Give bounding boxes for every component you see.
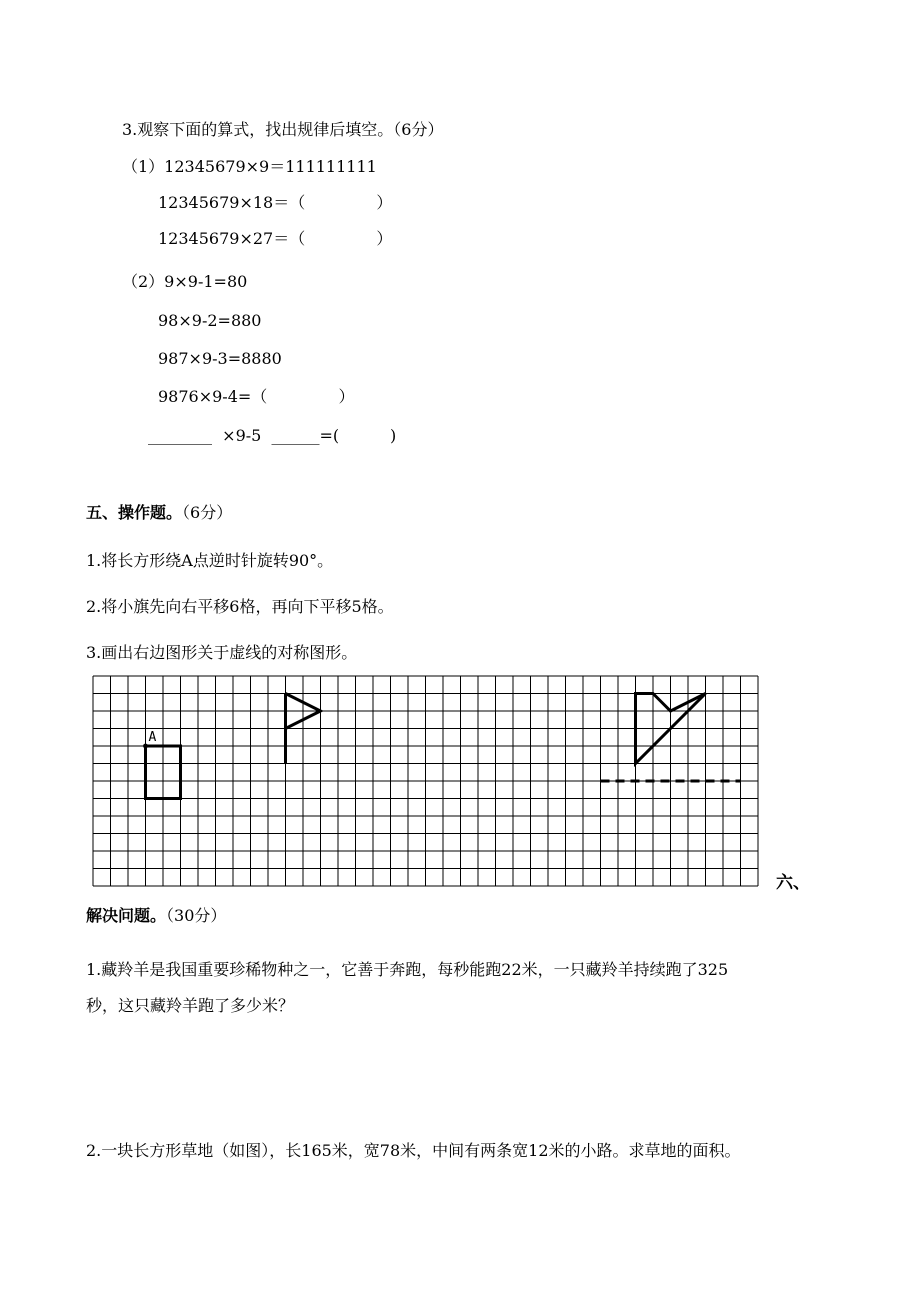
- section5-heading-row: [86, 503, 232, 523]
- q3-part1-line2: 12345679×18＝（ ）: [158, 193, 393, 212]
- point-a-label: A: [148, 730, 157, 745]
- section5-item-1: 1.将长方形绕A点逆时针旋转90°。: [86, 551, 334, 570]
- section5-heading: 五、操作题。: [86, 503, 183, 522]
- q3-part2-line5: ________ ×9-5 ______=( ): [148, 426, 397, 445]
- grid-lines: [93, 676, 758, 886]
- section6-heading: 解决问题。: [86, 906, 167, 925]
- q3-part2-line2: 98×9-2=880: [158, 311, 262, 330]
- problem2: 2.一块长方形草地（如图），长165米，宽78米，中间有两条宽12米的小路。求草地的面积。: [86, 1141, 741, 1160]
- problem1-line1: 1.藏羚羊是我国重要珍稀物种之一，它善于奔跑，每秒能跑22米，一只藏羚羊持续跑了325: [86, 960, 729, 979]
- q3-part2-line4: 9876×9-4=（ ）: [158, 387, 355, 406]
- q3-part1-line1: （1）12345679×9＝111111111: [122, 157, 377, 176]
- section6-heading-row: [86, 906, 226, 926]
- section5-item-2: 2.将小旗先向右平移6格，再向下平移5格。: [86, 597, 394, 616]
- q3-part2-line3: 987×9-3=8880: [158, 349, 282, 368]
- q3-part1-line3: 12345679×27＝（ ）: [158, 229, 393, 248]
- section5-score: （6分）: [182, 503, 233, 522]
- section6-score: （30分）: [166, 906, 227, 925]
- q3-title: 3.观察下面的算式，找出规律后填空。（6分）: [122, 120, 444, 139]
- section5-item-3: 3.画出右边图形关于虚线的对称图形。: [86, 643, 358, 662]
- problem1-line2: 秒，这只藏羚羊跑了多少米？: [86, 996, 295, 1015]
- section6-heading-prefix: 六、: [776, 873, 810, 893]
- q3-part2-line1: （2）9×9-1=80: [122, 272, 248, 291]
- grid-figure: [92, 675, 782, 890]
